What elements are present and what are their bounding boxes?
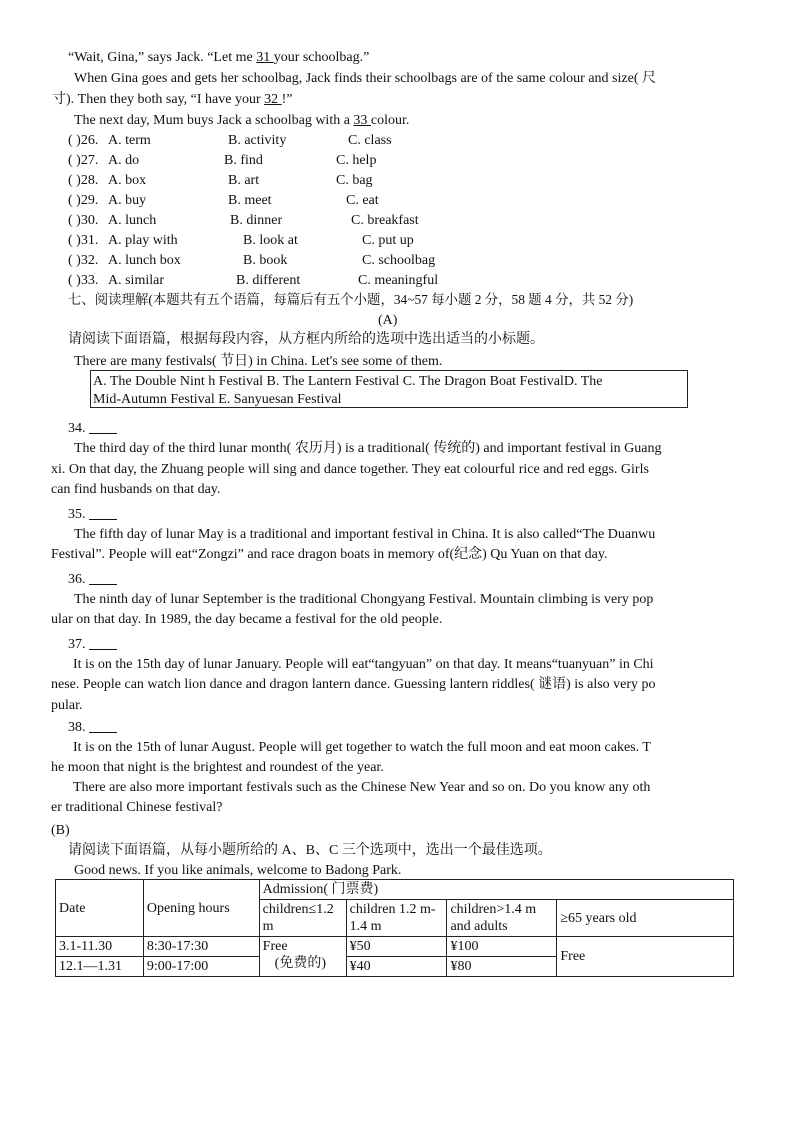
header-65-plus: ≥65 years old <box>557 900 734 937</box>
option-a: A. do <box>108 153 140 168</box>
question-number: ( )26. <box>68 133 99 148</box>
option-b: B. meet <box>228 193 272 208</box>
cell-price: ¥50 <box>346 937 447 957</box>
passage-35-line-1: The fifth day of lunar May is a traditional and important festival in China. It is also called“The Duanwu <box>74 527 656 542</box>
cell-price: ¥100 <box>447 937 557 957</box>
option-c: C. help <box>336 153 377 168</box>
question-number: ( )33. <box>68 273 99 288</box>
passage-34-line-2: xi. On that day, the Zhuang people will sing and dance together. They eat colourful rice and red eggs. Girls <box>51 462 649 477</box>
question-35: 35. <box>68 506 117 524</box>
passage-38-line-2: he moon that night is the brightest and roundest of the year. <box>51 760 384 775</box>
question-37: 37. <box>68 636 117 654</box>
option-c: C. put up <box>362 233 414 248</box>
option-c: C. schoolbag <box>362 253 436 268</box>
option-c: C. breakfast <box>351 213 419 228</box>
question-34: 34. <box>68 420 117 438</box>
part-a-intro: There are many festivals( 节日) in China. Let's see some of them. <box>74 354 443 369</box>
part-a-label: (A) <box>378 313 398 328</box>
section-7-heading: 七、阅读理解(本题共有五个语篇，每篇后有五个小题，34~57 每小题 2 分，58 题 4 分，共 52 分) <box>68 292 634 307</box>
story-line-2: When Gina goes and gets her schoolbag, Jack finds their schoolbags are of the same colour and size( 尺 <box>74 71 656 86</box>
blank-31: 31 <box>256 50 274 65</box>
question-number: ( )29. <box>68 193 99 208</box>
question-number: ( )28. <box>68 173 99 188</box>
options-box-line-2: Mid-Autumn Festival E. Sanyuesan Festival <box>93 392 342 407</box>
passage-34-line-3: can find husbands on that day. <box>51 482 221 497</box>
option-a: A. box <box>108 173 147 188</box>
question-number: ( )30. <box>68 213 99 228</box>
passage-38-line-3: There are also more important festivals such as the Chinese New Year and so on. Do you know any oth <box>73 780 651 795</box>
table-row <box>56 937 734 957</box>
option-b: B. book <box>243 253 288 268</box>
admission-table <box>55 879 734 977</box>
header-children-1-2-to-1-4: children 1.2 m-1.4 m <box>346 900 447 937</box>
option-b: B. look at <box>243 233 298 248</box>
question-number: ( )31. <box>68 233 99 248</box>
part-b-instructions: 请阅读下面语篇，从每小题所给的 A、B、C 三个选项中，选出一个最佳选项。 <box>68 843 552 858</box>
header-children-over-1-4-adults: children>1.4 m and adults <box>447 900 557 937</box>
question-38: 38. <box>68 719 117 737</box>
table-header-row <box>56 880 734 900</box>
header-date: Date <box>56 880 144 937</box>
option-a: A. lunch box <box>108 253 181 268</box>
cell-free-seniors: Free <box>557 937 734 977</box>
passage-34-line-1: The third day of the third lunar month( 农历月) is a traditional( 传统的) and important festival in Guang <box>74 441 662 456</box>
option-c: C. eat <box>346 193 379 208</box>
passage-38-line-4: er traditional Chinese festival? <box>51 800 223 815</box>
question-36: 36. <box>68 571 117 589</box>
passage-36-line-2: ular on that day. In 1989, the day became a festival for the old people. <box>51 612 443 627</box>
header-opening-hours: Opening hours <box>143 880 259 937</box>
option-b: B. art <box>228 173 260 188</box>
question-number: ( )27. <box>68 153 99 168</box>
blank-33: 33 <box>353 113 371 128</box>
cell-price: ¥80 <box>447 957 557 977</box>
cell-hours: 8:30-17:30 <box>143 937 259 957</box>
passage-37-line-2: nese. People can watch lion dance and dragon lantern dance. Guessing lantern riddles( 谜语) is also very po <box>51 677 656 692</box>
header-children-under-1-2: children≤1.2 m <box>259 900 346 937</box>
story-line-1: “Wait, Gina,” says Jack. “Let me 31 your schoolbag.” <box>68 50 370 65</box>
story-line-4: The next day, Mum buys Jack a schoolbag with a 33 colour. <box>74 113 410 128</box>
passage-37-line-1: It is on the 15th day of lunar January. People will eat“tangyuan” on that day. It means“tuanyuan” in Chi <box>73 657 654 672</box>
part-a-instructions: 请阅读下面语篇，根据每段内容，从方框内所给的选项中选出适当的小标题。 <box>68 332 544 347</box>
option-b: B. dinner <box>230 213 283 228</box>
story-line-3: 寸). Then they both say, “I have your 32 !” <box>52 92 293 107</box>
answer-blank-38 <box>89 720 117 735</box>
cell-price: ¥40 <box>346 957 447 977</box>
cell-hours: 9:00-17:00 <box>143 957 259 977</box>
option-a: A. term <box>108 133 151 148</box>
passage-37-line-3: pular. <box>51 698 83 713</box>
header-admission: Admission( 门票费) <box>259 880 733 900</box>
cell-free-children: Free (免费的) <box>259 937 346 977</box>
part-b-intro: Good news. If you like animals, welcome to Badong Park. <box>74 863 402 878</box>
passage-36-line-1: The ninth day of lunar September is the traditional Chongyang Festival. Mountain climbing is very pop <box>74 592 654 607</box>
answer-blank-34 <box>89 421 117 436</box>
part-b-label: (B) <box>51 823 70 838</box>
cell-date: 3.1-11.30 <box>56 937 144 957</box>
passage-35-line-2: Festival”. People will eat“Zongzi” and race dragon boats in memory of(纪念) Qu Yuan on that day. <box>51 547 608 562</box>
answer-blank-35 <box>89 507 117 522</box>
option-b: B. different <box>236 273 301 288</box>
cell-date: 12.1—1.31 <box>56 957 144 977</box>
options-box-line-1: A. The Double Nint h Festival B. The Lantern Festival C. The Dragon Boat FestivalD. The <box>93 374 603 389</box>
question-number: ( )32. <box>68 253 99 268</box>
answer-blank-36 <box>89 572 117 587</box>
blank-32: 32 <box>264 92 282 107</box>
option-a: A. similar <box>108 273 164 288</box>
option-a: A. play with <box>108 233 178 248</box>
passage-38-line-1: It is on the 15th of lunar August. People will get together to watch the full moon and eat moon cakes. T <box>73 740 651 755</box>
option-c: C. bag <box>336 173 373 188</box>
option-a: A. lunch <box>108 213 157 228</box>
option-a: A. buy <box>108 193 147 208</box>
answer-blank-37 <box>89 637 117 652</box>
option-b: B. activity <box>228 133 287 148</box>
option-c: C. class <box>348 133 392 148</box>
option-c: C. meaningful <box>358 273 439 288</box>
option-b: B. find <box>224 153 263 168</box>
